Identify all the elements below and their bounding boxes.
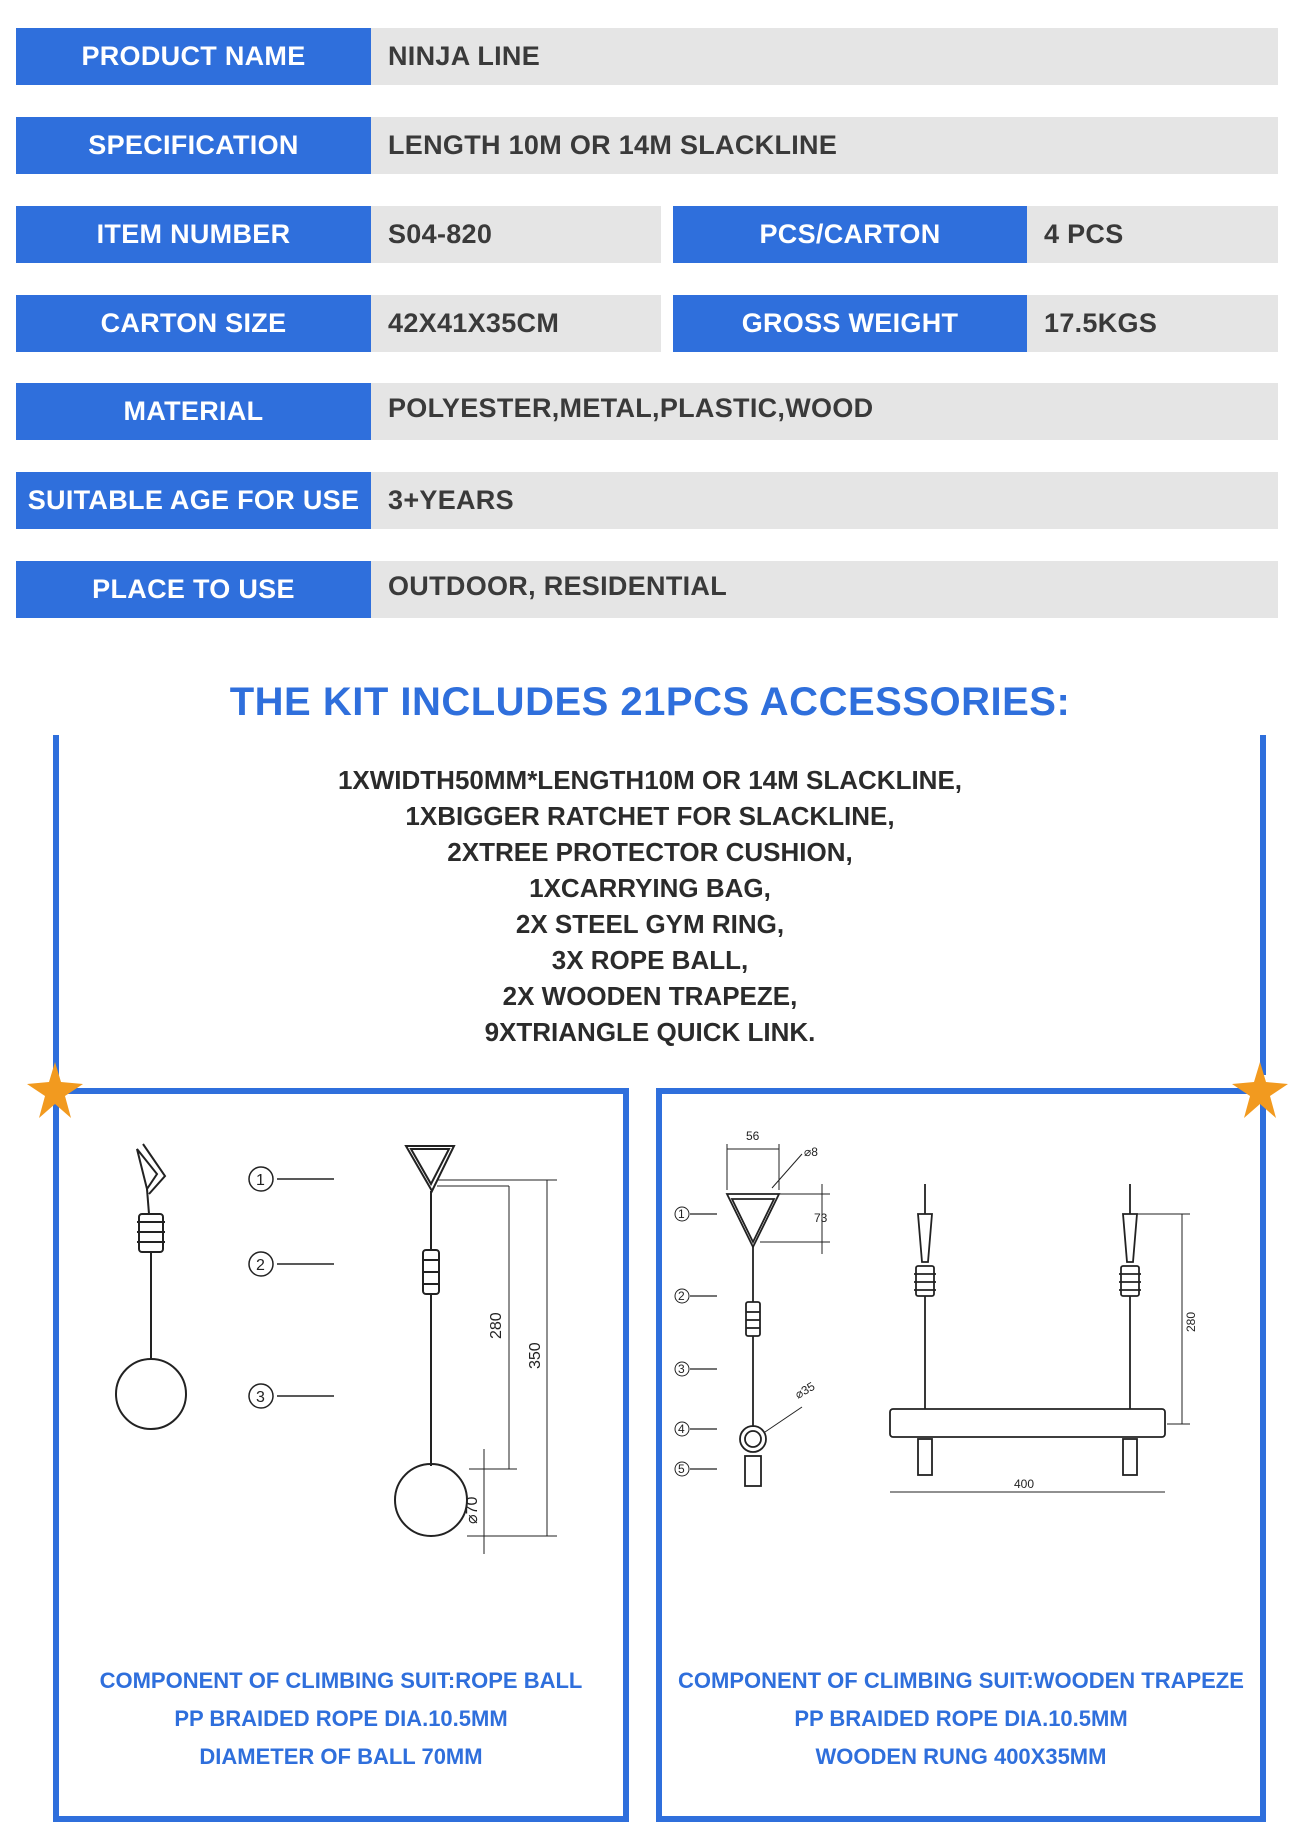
spec-value: OUTDOOR, RESIDENTIAL xyxy=(371,561,1278,618)
kit-item: 9XTRIANGLE QUICK LINK. xyxy=(484,1017,816,1047)
dim-56: 56 xyxy=(746,1129,760,1143)
rope-ball-caption xyxy=(59,1662,623,1776)
spec-label: PCS/CARTON xyxy=(673,206,1027,263)
spec-value: S04-820 xyxy=(371,206,661,263)
callout-4: 4 xyxy=(678,1422,685,1436)
star-icon xyxy=(25,1060,85,1120)
dim-280: 280 xyxy=(1184,1311,1198,1332)
kit-item: 1XWIDTH50MM*LENGTH10M OR 14M SLACKLINE, xyxy=(337,765,963,795)
star-icon xyxy=(1230,1060,1290,1120)
dim-70: ⌀70 xyxy=(464,1496,481,1524)
spec-value: 42X41X35CM xyxy=(371,295,661,352)
dim-350: 350 xyxy=(527,1342,544,1369)
rope-ball-panel xyxy=(53,1088,629,1822)
spec-value: POLYESTER,METAL,PLASTIC,WOOD xyxy=(371,383,1278,440)
spec-value: 4 PCS xyxy=(1027,206,1278,263)
kit-item: 1XBIGGER RATCHET FOR SLACKLINE, xyxy=(405,801,895,831)
trapeze-panel xyxy=(656,1088,1266,1822)
dim-8: ⌀8 xyxy=(804,1145,818,1159)
callout-2: 2 xyxy=(678,1289,685,1303)
dim-280: 280 xyxy=(488,1312,505,1339)
caption-line: COMPONENT OF CLIMBING SUIT:ROPE BALL xyxy=(99,1668,583,1693)
spec-label: PRODUCT NAME xyxy=(16,28,371,85)
caption-line: DIAMETER OF BALL 70MM xyxy=(199,1744,483,1769)
kit-item: 2X WOODEN TRAPEZE, xyxy=(502,981,798,1011)
caption-line: PP BRAIDED ROPE DIA.10.5MM xyxy=(794,1706,1128,1731)
callout-3: 3 xyxy=(678,1362,685,1376)
kit-item: 2XTREE PROTECTOR CUSHION, xyxy=(447,837,853,867)
spec-label: MATERIAL xyxy=(16,383,371,440)
spec-label: GROSS WEIGHT xyxy=(673,295,1027,352)
callout-1: 1 xyxy=(678,1207,685,1221)
spec-value: 3+YEARS xyxy=(371,472,1278,529)
trapeze-caption xyxy=(662,1662,1260,1776)
callout-2: 2 xyxy=(256,1257,265,1274)
kit-list xyxy=(0,762,1300,1050)
callout-3: 3 xyxy=(256,1389,265,1406)
spec-label: SPECIFICATION xyxy=(16,117,371,174)
trapeze-assembly-icon xyxy=(890,1184,1190,1492)
kit-item: 2X STEEL GYM RING, xyxy=(515,909,785,939)
caption-line: PP BRAIDED ROPE DIA.10.5MM xyxy=(174,1706,508,1731)
rope-ball-technical-icon xyxy=(249,1146,557,1554)
caption-line: WOODEN RUNG 400X35MM xyxy=(815,1744,1107,1769)
spec-value: 17.5KGS xyxy=(1027,295,1278,352)
kit-item: 3X ROPE BALL, xyxy=(551,945,749,975)
caption-line: COMPONENT OF CLIMBING SUIT:WOODEN TRAPEZE xyxy=(678,1668,1244,1693)
dim-35: ⌀35 xyxy=(792,1379,818,1402)
kit-title: THE KIT INCLUDES 21PCS ACCESSORIES: xyxy=(229,680,1071,724)
trapeze-component-icon xyxy=(675,1144,830,1486)
spec-label: PLACE TO USE xyxy=(16,561,371,618)
rope-ball-perspective-icon xyxy=(116,1144,186,1429)
callout-5: 5 xyxy=(678,1462,685,1476)
dim-73: 73 xyxy=(814,1211,828,1225)
spec-label: ITEM NUMBER xyxy=(16,206,371,263)
spec-value: LENGTH 10M OR 14M SLACKLINE xyxy=(371,117,1278,174)
dim-400: 400 xyxy=(1014,1477,1035,1491)
callout-1: 1 xyxy=(256,1172,265,1189)
spec-label: SUITABLE AGE FOR USE xyxy=(16,472,371,529)
spec-label: CARTON SIZE xyxy=(16,295,371,352)
kit-item: 1XCARRYING BAG, xyxy=(529,873,771,903)
spec-value: NINJA LINE xyxy=(371,28,1278,85)
